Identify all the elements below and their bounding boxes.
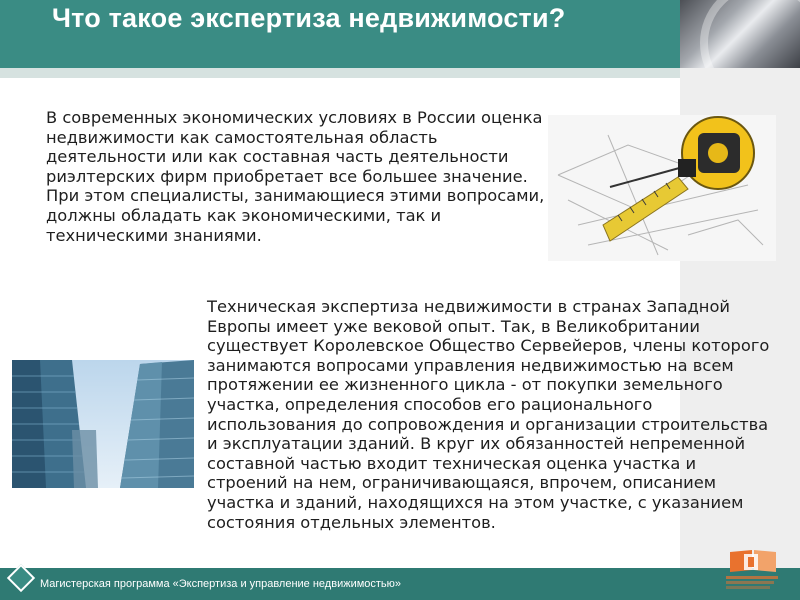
main-paragraph: Техническая экспертиза недвижимости в странах Западной Европы имеет уже вековой опыт. Так, в Великобритании существует Королевское Общество Сервейеров, члены которого занимаются вопросами управления недвижимостью на всем протяжении ее жизненного цикла - от покупки земельного участка, определения способов его рационального использования до сопровождения и организации строительства и эксплуатации зданий. В круг их обязанностей непременной составной частью входит техническая оценка участка и строений на нем, ограничивающаяся, впрочем, описанием участка и зданий, находящихся на этом участке, с указанием состояния отдельных элементов.	[207, 297, 770, 532]
tape-measure-photo	[548, 115, 776, 261]
corner-photo	[680, 0, 800, 68]
skyscrapers-illustration	[12, 360, 194, 488]
tape-measure-illustration	[548, 115, 776, 261]
footer-program-text: Магистерская программа «Экспертиза и управление недвижимостью»	[40, 578, 402, 590]
slide-title: Что такое экспертиза недвижимости?	[52, 3, 566, 33]
buildings-photo	[12, 360, 194, 488]
intro-paragraph: В современных экономических условиях в России оценка недвижимости как самостоятельная область деятельности или как составная часть деятельности риэлтерских фирм приобретает все большее значение. При этом специалисты, занимающиеся этими вопросами, должны обладать как экономическими, так и техническими знаниями.	[46, 108, 545, 245]
logo-mark	[722, 548, 782, 594]
university-logo	[722, 548, 782, 594]
